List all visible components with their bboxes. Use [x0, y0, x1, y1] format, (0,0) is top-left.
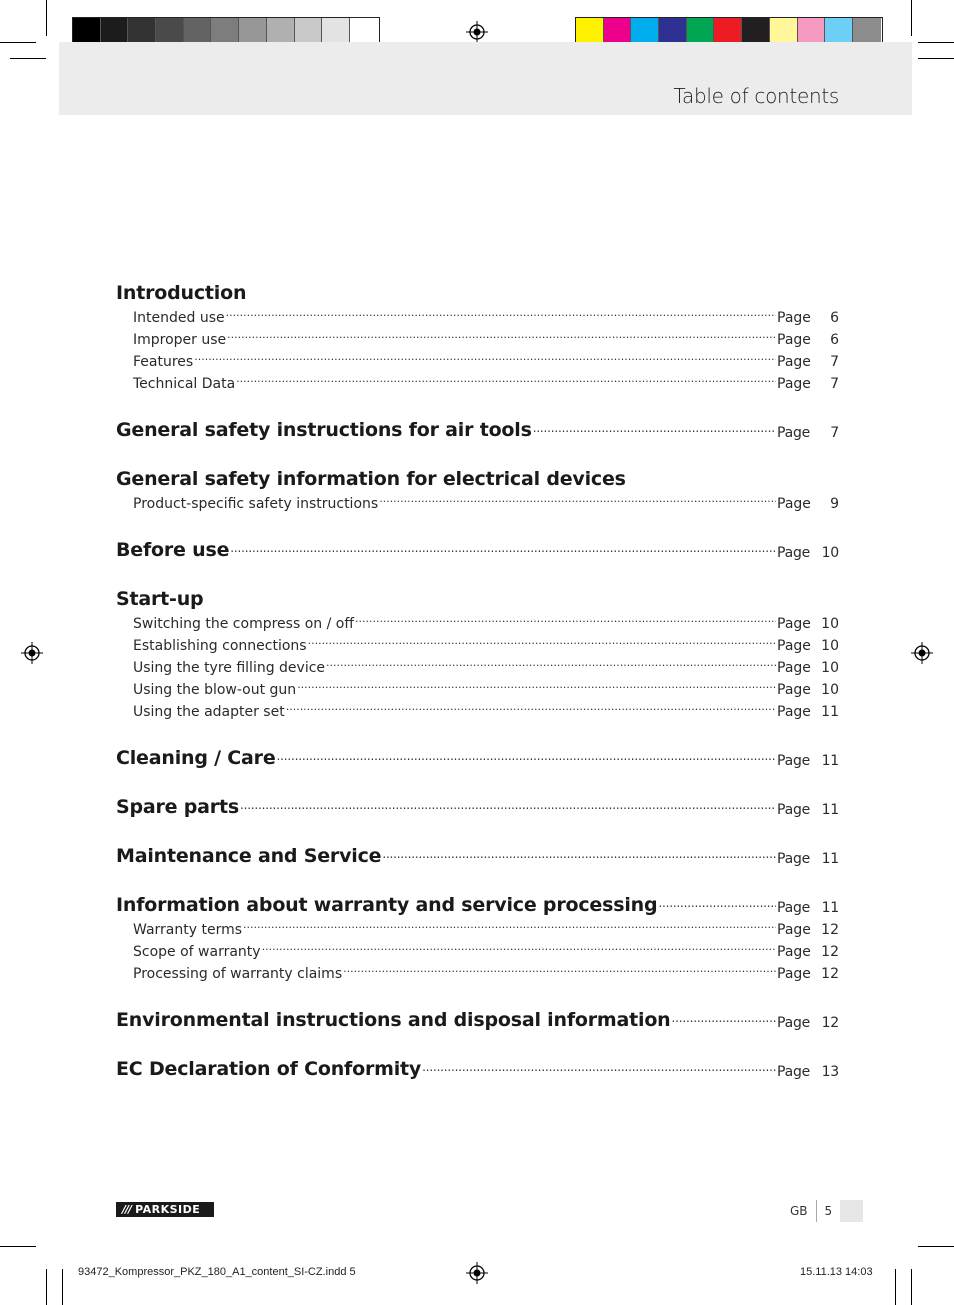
page-number: 6	[830, 310, 839, 326]
section-spacer	[116, 821, 839, 843]
toc-page-ref	[777, 493, 839, 515]
page-number: 10	[821, 616, 839, 632]
page-number: 5	[824, 1204, 833, 1218]
crop-mark	[0, 1246, 36, 1247]
toc-section	[116, 280, 839, 417]
page-number: 10	[821, 682, 839, 698]
toc-page-ref	[777, 351, 839, 373]
section-spacer	[116, 564, 839, 586]
crop-mark	[10, 58, 46, 59]
toc-page-ref	[777, 307, 839, 329]
toc-page-ref	[777, 1012, 839, 1034]
toc-entry[interactable]	[116, 701, 839, 723]
toc-heading-label: Start-up	[116, 588, 204, 610]
toc-section	[116, 843, 839, 892]
dot-leader	[422, 1056, 776, 1078]
crop-mark	[918, 58, 954, 59]
page-label: Page	[777, 966, 811, 982]
page-label: Page	[777, 802, 811, 818]
page-number: 9	[830, 496, 839, 512]
toc-entry-label: Technical Data	[133, 376, 236, 392]
page-number: 6	[830, 332, 839, 348]
page-number: 7	[830, 376, 839, 392]
section-spacer	[116, 395, 839, 417]
dot-leader	[533, 417, 776, 439]
dot-leader	[379, 488, 776, 510]
toc-heading[interactable]	[116, 1007, 839, 1034]
registration-mark-icon	[911, 642, 933, 664]
page-number: 11	[821, 900, 839, 916]
toc-entry-label: Using the adapter set	[133, 704, 285, 720]
toc-page-ref	[777, 750, 839, 772]
toc-entry-label: Processing of warranty claims	[133, 966, 343, 982]
dot-leader	[230, 537, 776, 559]
table-of-contents	[116, 280, 839, 1083]
section-spacer	[116, 870, 839, 892]
page-label: Page	[777, 1015, 811, 1031]
brand-logo	[116, 1202, 214, 1217]
toc-heading[interactable]	[116, 417, 839, 444]
section-spacer	[116, 985, 839, 1007]
page-label: Page	[777, 545, 811, 561]
toc-section	[116, 466, 839, 537]
toc-section	[116, 794, 839, 843]
page-number: 12	[821, 966, 839, 982]
page-label: Page	[777, 1064, 811, 1080]
crop-mark	[0, 42, 36, 43]
crop-mark	[895, 1269, 896, 1305]
toc-page-ref	[777, 919, 839, 941]
registration-mark-icon	[466, 21, 488, 43]
toc-page-ref	[777, 657, 839, 679]
toc-entry-label: Scope of warranty	[133, 944, 261, 960]
page-number: 7	[830, 354, 839, 370]
page-label: Page	[777, 753, 811, 769]
page-number: 11	[821, 704, 839, 720]
toc-section	[116, 892, 839, 1007]
page-number: 11	[821, 753, 839, 769]
page-number: 10	[821, 638, 839, 654]
crop-mark	[46, 0, 47, 36]
page-number: 13	[821, 1064, 839, 1080]
slug-filename: 93472_Kompressor_PKZ_180_A1_content_SI-CZ.indd 5	[78, 1266, 356, 1278]
dot-leader	[236, 368, 776, 390]
page-label: Page	[777, 354, 811, 370]
crop-mark	[911, 1269, 912, 1305]
crop-mark	[918, 42, 954, 43]
dot-leader	[226, 302, 776, 324]
language-code: GB	[790, 1200, 817, 1222]
toc-heading-label: Maintenance and Service	[116, 845, 382, 867]
page-label: Page	[777, 660, 811, 676]
toc-section	[116, 586, 839, 745]
footer-page-info	[790, 1200, 863, 1222]
toc-entry[interactable]	[116, 373, 839, 395]
dot-leader	[658, 892, 776, 914]
dot-leader	[355, 608, 776, 630]
page-number: 11	[821, 851, 839, 867]
toc-page-ref	[777, 635, 839, 657]
toc-heading-label: Cleaning / Care	[116, 747, 276, 769]
page-number: 11	[821, 802, 839, 818]
toc-section	[116, 537, 839, 586]
page-label: Page	[777, 310, 811, 326]
toc-page-ref	[777, 963, 839, 985]
toc-entry-label: Warranty terms	[133, 922, 243, 938]
toc-section	[116, 1056, 839, 1083]
toc-heading-label: General safety information for electrical devices	[116, 468, 626, 490]
toc-page-ref	[777, 542, 839, 564]
toc-heading[interactable]	[116, 794, 839, 821]
page-label: Page	[777, 425, 811, 441]
page-label: Page	[777, 922, 811, 938]
toc-entry-label: Features	[133, 354, 194, 370]
page-number: 12	[821, 922, 839, 938]
section-spacer	[116, 772, 839, 794]
toc-entry-label: Establishing connections	[133, 638, 307, 654]
toc-section	[116, 1007, 839, 1056]
toc-page-ref	[777, 329, 839, 351]
page-number: 10	[821, 660, 839, 676]
toc-entry-label: Using the tyre filling device	[133, 660, 326, 676]
toc-page-ref	[777, 848, 839, 870]
page-label: Page	[777, 616, 811, 632]
toc-page-ref	[777, 373, 839, 395]
dot-leader	[308, 630, 776, 652]
page-label: Page	[777, 638, 811, 654]
registration-mark-icon	[466, 1262, 488, 1284]
toc-entry-label: Improper use	[133, 332, 227, 348]
brand-mark: ///	[122, 1203, 132, 1216]
dot-leader	[227, 324, 776, 346]
registration-mark-icon	[21, 642, 43, 664]
toc-heading[interactable]	[116, 537, 839, 564]
dot-leader	[382, 843, 776, 865]
section-spacer	[116, 1034, 839, 1056]
page-label: Page	[777, 682, 811, 698]
toc-heading-label: Spare parts	[116, 796, 239, 818]
toc-page-ref	[777, 941, 839, 963]
toc-page-ref	[777, 1061, 839, 1083]
toc-page-ref	[777, 613, 839, 635]
toc-heading[interactable]	[116, 745, 839, 772]
page-number: 12	[821, 1015, 839, 1031]
toc-page-ref	[777, 679, 839, 701]
page-title: Table of contents	[673, 84, 839, 108]
dot-leader	[286, 696, 776, 718]
toc-heading-label: Environmental instructions and disposal information	[116, 1009, 671, 1031]
toc-page-ref	[777, 422, 839, 444]
dot-leader	[343, 958, 776, 980]
dot-leader	[277, 745, 776, 767]
toc-heading-label: EC Declaration of Conformity	[116, 1058, 422, 1080]
toc-page-ref	[777, 701, 839, 723]
dot-leader	[672, 1007, 776, 1029]
page-label: Page	[777, 332, 811, 348]
toc-page-ref	[777, 897, 839, 919]
crop-mark	[46, 1269, 47, 1305]
toc-entry-label: Product-specific safety instructions	[133, 496, 379, 512]
crop-mark	[918, 1246, 954, 1247]
section-spacer	[116, 723, 839, 745]
toc-heading-label: Introduction	[116, 282, 247, 304]
page-number: 7	[830, 425, 839, 441]
page-label: Page	[777, 944, 811, 960]
toc-entry[interactable]	[116, 963, 839, 985]
section-spacer	[116, 444, 839, 466]
toc-entry-label: Switching the compress on / off	[133, 616, 354, 632]
dot-leader	[194, 346, 776, 368]
page-label: Page	[777, 496, 811, 512]
toc-page-ref	[777, 799, 839, 821]
dot-leader	[243, 914, 776, 936]
page-tab	[840, 1200, 863, 1222]
page-label: Page	[777, 376, 811, 392]
page-number: 12	[821, 944, 839, 960]
page-label: Page	[777, 900, 811, 916]
toc-entry-label: Intended use	[133, 310, 225, 326]
crop-mark	[911, 0, 912, 36]
page-number: 10	[821, 545, 839, 561]
page-label: Page	[777, 704, 811, 720]
toc-heading-label: Before use	[116, 539, 230, 561]
dot-leader	[326, 652, 776, 674]
slug-date: 15.11.13 14:03	[800, 1266, 873, 1278]
toc-section	[116, 417, 839, 466]
toc-heading[interactable]	[116, 1056, 839, 1083]
crop-mark	[62, 1269, 63, 1305]
toc-entry[interactable]	[116, 493, 839, 515]
toc-heading-label: Information about warranty and service processing	[116, 894, 658, 916]
section-spacer	[116, 515, 839, 537]
toc-section	[116, 745, 839, 794]
toc-heading-label: General safety instructions for air tools	[116, 419, 532, 441]
dot-leader	[297, 674, 776, 696]
dot-leader	[240, 794, 776, 816]
dot-leader	[262, 936, 776, 958]
page-label: Page	[777, 851, 811, 867]
toc-heading[interactable]	[116, 843, 839, 870]
brand-name: PARKSIDE	[135, 1203, 201, 1216]
toc-entry-label: Using the blow-out gun	[133, 682, 297, 698]
